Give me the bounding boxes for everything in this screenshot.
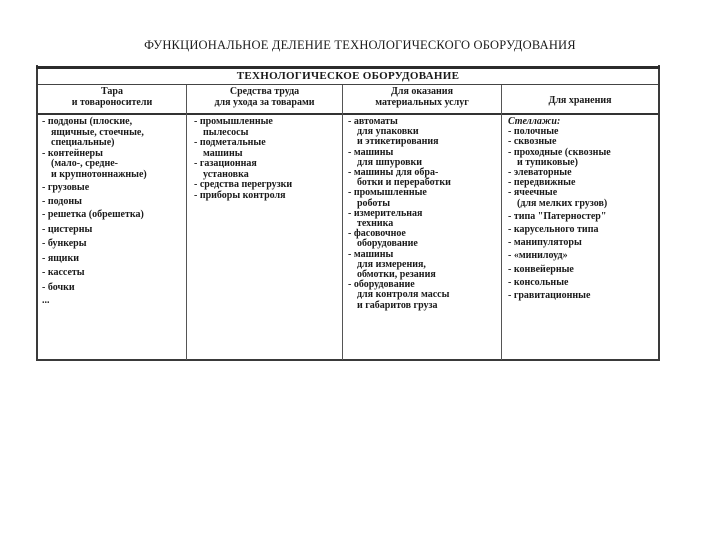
column-header-line: Для хранения <box>548 95 612 106</box>
list-item: - консольные <box>508 276 569 288</box>
list-item: - фасовочное <box>348 228 406 240</box>
list-item: ящичные, стоечные, <box>51 126 144 138</box>
list-item: и этикетирования <box>357 136 439 148</box>
column-divider <box>186 85 187 360</box>
list-item: - гравитационные <box>508 290 591 302</box>
list-item: - элеваторные <box>508 167 572 179</box>
list-item: установка <box>203 168 249 180</box>
list-item: - ящики <box>42 252 79 264</box>
list-item: и крупнотоннажные) <box>51 168 147 180</box>
table-main-heading: ТЕХНОЛОГИЧЕСКОЕ ОБОРУДОВАНИЕ <box>236 70 460 82</box>
table-top-rule <box>36 66 660 69</box>
list-item: - средства перегрузки <box>194 179 293 190</box>
list-item: для измерения, <box>357 258 426 270</box>
list-item: - цистерны <box>42 223 93 235</box>
column-header-line: Для оказания <box>391 86 453 97</box>
header-bottom-rule <box>38 113 658 115</box>
list-item: - машины для обра- <box>348 167 439 179</box>
column-header-sredstva <box>187 86 342 108</box>
list-item: машины <box>203 147 243 159</box>
list-item: - измерительная <box>348 207 423 219</box>
shelving-heading: Стеллажи: <box>508 116 561 127</box>
list-item: - оборудование <box>348 279 415 291</box>
list-item: - контейнеры <box>42 147 103 159</box>
list-item: - грузовые <box>42 182 90 193</box>
list-item: - полочные <box>508 126 559 138</box>
list-item: - поддоны (плоские, <box>42 116 133 127</box>
list-item: - карусельного типа <box>508 224 599 236</box>
list-item: - газационная <box>194 158 257 169</box>
list-item: специальные) <box>51 137 115 148</box>
column-sredstva <box>194 117 340 201</box>
list-item: - промышленные <box>194 116 273 127</box>
column-header-line: Тара <box>101 86 123 97</box>
list-item: - автоматы <box>348 116 398 127</box>
list-item: и габаритов груза <box>357 299 438 311</box>
list-item: - конвейерные <box>508 263 574 275</box>
column-header-line: материальных услуг <box>375 97 469 108</box>
list-item: и тупиковые) <box>517 156 578 168</box>
list-item: - проходные (сквозные <box>508 146 611 158</box>
column-header-line: и товароносители <box>71 97 153 108</box>
column-header-uslugi <box>343 86 501 108</box>
list-item: - типа "Патерностер" <box>508 210 607 222</box>
list-item: - передвижные <box>508 177 576 189</box>
list-item: оборудование <box>357 238 418 250</box>
column-header-line: для ухода за товарами <box>214 97 315 108</box>
column-header-tara <box>38 86 186 108</box>
list-item: - подметальные <box>194 137 266 148</box>
list-item: - машины <box>348 248 394 260</box>
list-item: обмотки, резания <box>357 269 436 281</box>
list-item: - «минилоуд» <box>508 250 568 262</box>
list-item: - кассеты <box>42 267 85 278</box>
list-item: для контроля массы <box>357 289 450 301</box>
list-item: - манипуляторы <box>508 237 582 249</box>
column-divider <box>501 85 502 360</box>
list-item: (для мелких грузов) <box>517 197 608 209</box>
list-item: - решетка (обрешетка) <box>42 209 144 220</box>
list-item: - промышленные <box>348 187 427 199</box>
list-item: - машины <box>348 146 394 158</box>
list-item: для шпуровки <box>357 156 423 168</box>
list-item: роботы <box>357 197 391 209</box>
list-item: - бочки <box>42 281 75 293</box>
list-item: пылесосы <box>203 126 249 138</box>
column-uslugi <box>348 117 500 311</box>
list-item: - подоны <box>42 195 82 207</box>
list-item: для упаковки <box>357 126 419 138</box>
column-header-hranenie <box>502 95 658 106</box>
list-item: - бункеры <box>42 238 87 249</box>
list-item: - приборы контроля <box>194 189 286 201</box>
column-header-line: Средства труда <box>229 86 300 97</box>
list-item: (мало-, средне- <box>51 158 118 169</box>
list-item: - ячеечные <box>508 187 558 199</box>
column-divider <box>342 85 343 360</box>
slide-title: ФУНКЦИОНАЛЬНОЕ ДЕЛЕНИЕ ТЕХНОЛОГИЧЕСКОГО ОБОРУДОВАНИЯ <box>144 38 576 52</box>
list-item: ботки и переработки <box>357 177 451 189</box>
column-hranenie <box>508 117 656 301</box>
list-item: - сквозные <box>508 136 557 148</box>
heading-divider <box>38 84 658 85</box>
column-tara <box>42 117 184 307</box>
list-item: техника <box>357 218 394 230</box>
list-item: ... <box>42 295 50 306</box>
